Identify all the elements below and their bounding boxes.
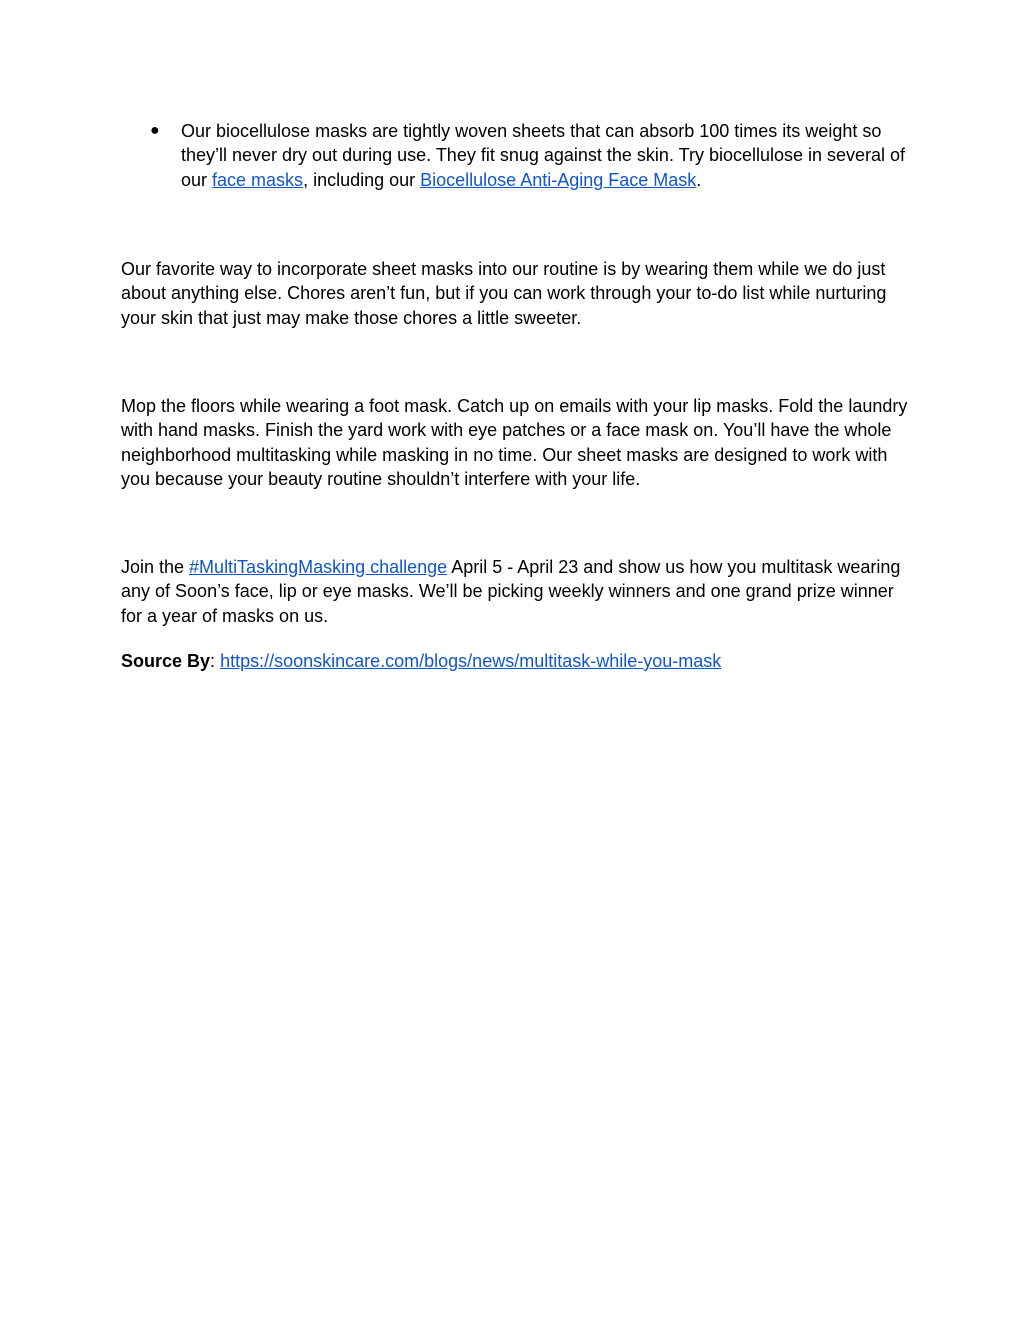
bullet-text-after: . bbox=[696, 169, 702, 190]
bullet-icon: ● bbox=[150, 122, 160, 139]
bullet-text-before: Our biocellulose masks are tightly woven sheets that can absorb 100 times its weight so they’ll never dry out during use. They fit snug against the skin. Try biocellulose in several of our bbox=[181, 121, 906, 190]
bullet-text bbox=[181, 119, 911, 192]
challenge-text-after: April 5 - April 23 and show us how you multitask wearing any of Soon’s face, lip or eye masks. We’ll be picking weekly winners and one grand prize winner for a year of masks on us. bbox=[121, 557, 901, 626]
challenge-text-before: Join the bbox=[121, 557, 190, 577]
source-url-link[interactable]: https://soonskincare.com/blogs/news/multitask-while-you-mask bbox=[220, 651, 722, 671]
paragraph-challenge bbox=[121, 555, 911, 628]
biocellulose-mask-link[interactable]: Biocellulose Anti-Aging Face Mask bbox=[420, 169, 697, 190]
face-masks-link[interactable]: face masks bbox=[212, 169, 304, 190]
paragraph-favorite-way: Our favorite way to incorporate sheet masks into our routine is by wearing them while we do just about anything else. Chores aren’t fun, but if you can work through your to-do list while nurturing your skin that just may make those chores a little sweeter. bbox=[121, 259, 887, 328]
source-separator: : bbox=[210, 651, 221, 671]
source-label: Source By bbox=[121, 651, 211, 671]
source-line bbox=[121, 649, 911, 673]
bullet-text-middle: , including our bbox=[303, 169, 421, 190]
challenge-link[interactable]: #MultiTaskingMasking challenge bbox=[189, 557, 448, 577]
paragraph-mop-floors: Mop the floors while wearing a foot mask. Catch up on emails with your lip masks. Fold the laundry with hand masks. Finish the yard work with eye patches or a face mask on. You’ll have the whole neighborhood multitasking while masking in no time. Our sheet masks are designed to work with you because your beauty routine shouldn’t interfere with your life. bbox=[121, 396, 908, 489]
